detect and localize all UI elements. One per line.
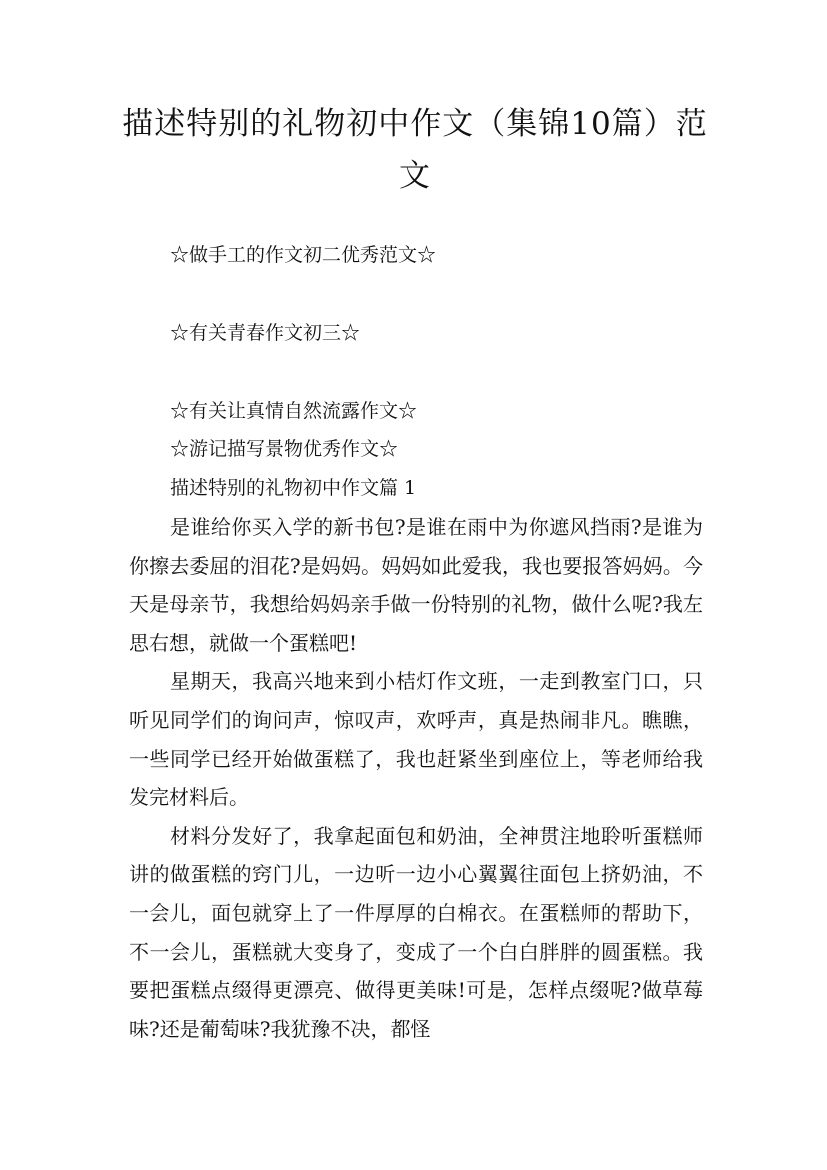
paragraph: 材料分发好了，我拿起面包和奶油，全神贯注地聆听蛋糕师讲的做蛋糕的窍门儿，一边听一边小心翼翼往面包上挤奶油，不一会儿，面包就穿上了一件厚厚的白棉衣。在蛋糕师的帮助下，不一会儿，蛋糕就大变身了，变成了一个白白胖胖的圆蛋糕。我要把蛋糕点缀得更漂亮、做得更美味!可是，怎样点缀呢?做草莓味?还是葡萄味?我犹豫不决，都怪 xyxy=(129,823,703,1041)
related-article-link[interactable]: ☆有关青春作文初三☆ xyxy=(170,322,361,344)
related-article-link[interactable]: ☆游记描写景物优秀作文☆ xyxy=(170,438,399,460)
article-body xyxy=(129,508,703,1048)
related-article-link[interactable]: ☆有关让真情自然流露作文☆ xyxy=(170,400,418,422)
document-title: 描述特别的礼物初中作文（集锦10篇）范文 xyxy=(122,106,708,194)
related-article-link[interactable]: ☆做手工的作文初二优秀范文☆ xyxy=(170,244,437,266)
paragraph: 是谁给你买入学的新书包?是谁在雨中为你遮风挡雨?是谁为你擦去委屈的泪花?是妈妈。妈妈如此爱我，我也要报答妈妈。今天是母亲节，我想给妈妈亲手做一份特别的礼物，做什么呢?我左思右想，就做一个蛋糕吧! xyxy=(129,515,703,655)
section-heading: 描述特别的礼物初中作文篇 1 xyxy=(170,477,417,499)
paragraph: 星期天，我高兴地来到小桔灯作文班，一走到教室门口，只听见同学们的询问声，惊叹声，欢呼声，真是热闹非凡。瞧瞧，一些同学已经开始做蛋糕了，我也赶紧坐到座位上，等老师给我发完材料后。 xyxy=(129,669,703,810)
